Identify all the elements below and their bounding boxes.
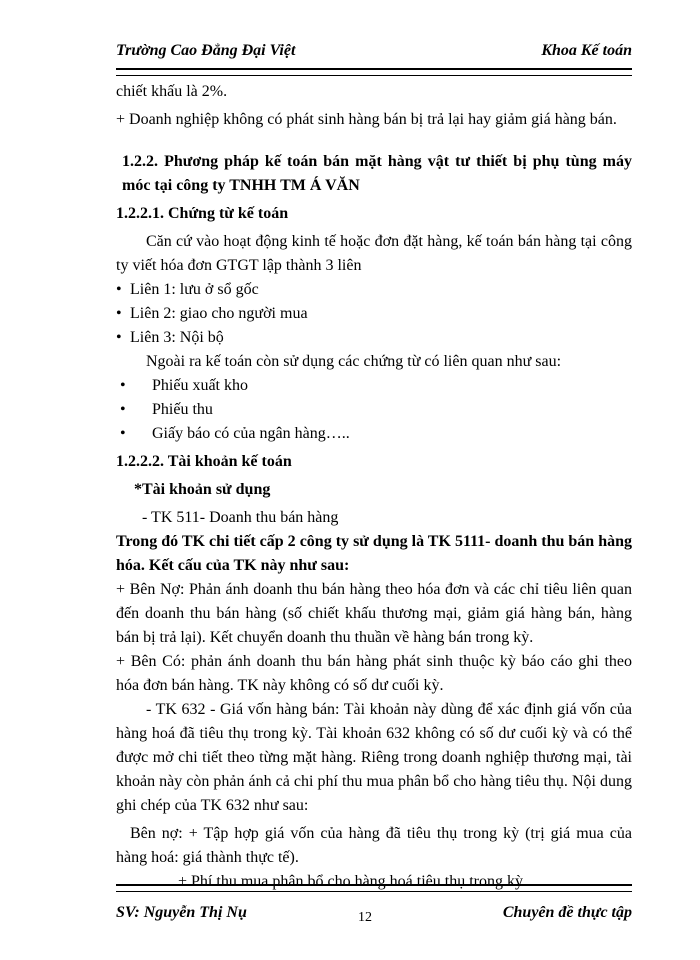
list-item-label: Liên 2: giao cho người mua — [130, 305, 308, 322]
footer-student: SV: Nguyễn Thị Nụ — [116, 904, 247, 921]
paragraph-discount: chiết khấu là 2%. — [116, 83, 228, 100]
subheading-accounts-used: *Tài khoản sử dụng — [134, 481, 271, 498]
footer-topic: Chuyên đề thực tập — [502, 904, 632, 921]
list-item-label: Liên 3: Nội bộ — [130, 329, 224, 346]
bullet-icon: • — [120, 377, 126, 394]
paragraph-tk-5111: Trong đó TK chi tiết cấp 2 công ty sử dụng là TK 5111- doanh thu bán hàng hóa. Kết cấu của TK này như sau: — [116, 533, 632, 574]
list-item-doc-2 — [116, 398, 632, 422]
footer-divider — [116, 884, 632, 892]
paragraph-debit-632: Bên nợ: + Tập hợp giá vốn của hàng đã tiêu thụ trong kỳ (trị giá mua của hàng hoá: giá thành thực tế). — [116, 825, 632, 866]
paragraph-credit-side: + Bên Có: phản ánh doanh thu bán hàng phát sinh thuộc kỳ báo cáo ghi theo hóa đơn bán hàng. TK này không có số dư cuối kỳ. — [116, 653, 632, 694]
paragraph-invoice: Căn cứ vào hoạt động kinh tế hoặc đơn đặt hàng, kế toán bán hàng tại công ty viết hóa đơn GTGT lập thành 3 liên — [116, 233, 632, 274]
list-item-label: Giấy báo có của ngân hàng….. — [152, 425, 350, 442]
paragraph-no-returns: + Doanh nghiệp không có phát sinh hàng bán bị trả lại hay giảm giá hàng bán. — [116, 111, 617, 128]
bullet-icon: • — [116, 305, 122, 322]
bullet-icon: • — [116, 281, 122, 298]
paragraph-debit-side: + Bên Nợ: Phản ánh doanh thu bán hàng theo hóa đơn và các chỉ tiêu liên quan đến doanh thu bán hàng (số chiết khấu thương mại, giảm giá hàng bán, hàng bán bị trả lại). Kết chuyển doanh thu thuần về hàng bán trong kỳ. — [116, 581, 632, 646]
list-item-lien-2 — [116, 302, 632, 326]
list-item-label: Phiếu thu — [152, 401, 213, 418]
section-heading-1-2-2-1: 1.2.2.1. Chứng từ kế toán — [116, 205, 289, 222]
bullet-icon: • — [120, 401, 126, 418]
paragraph-purchase-costs: + Phí thu mua phân bổ cho hàng hoá tiêu thụ trong kỳ — [178, 873, 523, 890]
list-item-lien-3 — [116, 326, 632, 350]
page-footer — [116, 900, 632, 930]
list-item-doc-3 — [116, 422, 632, 446]
header-divider — [116, 68, 632, 76]
bullet-icon: • — [120, 425, 126, 442]
list-item-lien-1 — [116, 278, 632, 302]
header-department: Khoa Kế toán — [541, 42, 632, 59]
section-heading-1-2-2-2: 1.2.2.2. Tài khoản kế toán — [116, 453, 292, 470]
document-body — [116, 78, 632, 894]
header-school: Trường Cao Đẳng Đại Việt — [116, 42, 296, 59]
list-item-doc-1 — [116, 374, 632, 398]
paragraph-other-documents: Ngoài ra kế toán còn sử dụng các chứng từ có liên quan như sau: — [146, 353, 562, 370]
page-header — [116, 38, 632, 66]
list-item-label: Phiếu xuất kho — [152, 377, 248, 394]
paragraph-tk-632: - TK 632 - Giá vốn hàng bán: Tài khoản này dùng để xác định giá vốn của hàng hoá đã tiêu thụ trong kỳ. Tài khoản 632 không có số dư cuối kỳ và có thể được mở chi tiết theo từng mặt hàng. Riêng trong doanh nghiệp thương mại, tài khoản này còn phản ánh cả chi phí thu mua phân bổ cho hàng tiêu thụ. Nội dung ghi chép của TK 632 như sau: — [116, 701, 632, 814]
section-heading-1-2-2: 1.2.2. Phương pháp kế toán bán mặt hàng vật tư thiết bị phụ tùng máy móc tại công ty TNHH TM Á VĂN — [122, 153, 632, 194]
bullet-icon: • — [116, 329, 122, 346]
page-number: 12 — [358, 910, 372, 925]
paragraph-tk-511: - TK 511- Doanh thu bán hàng — [142, 509, 339, 526]
list-item-label: Liên 1: lưu ở sổ gốc — [130, 281, 259, 298]
